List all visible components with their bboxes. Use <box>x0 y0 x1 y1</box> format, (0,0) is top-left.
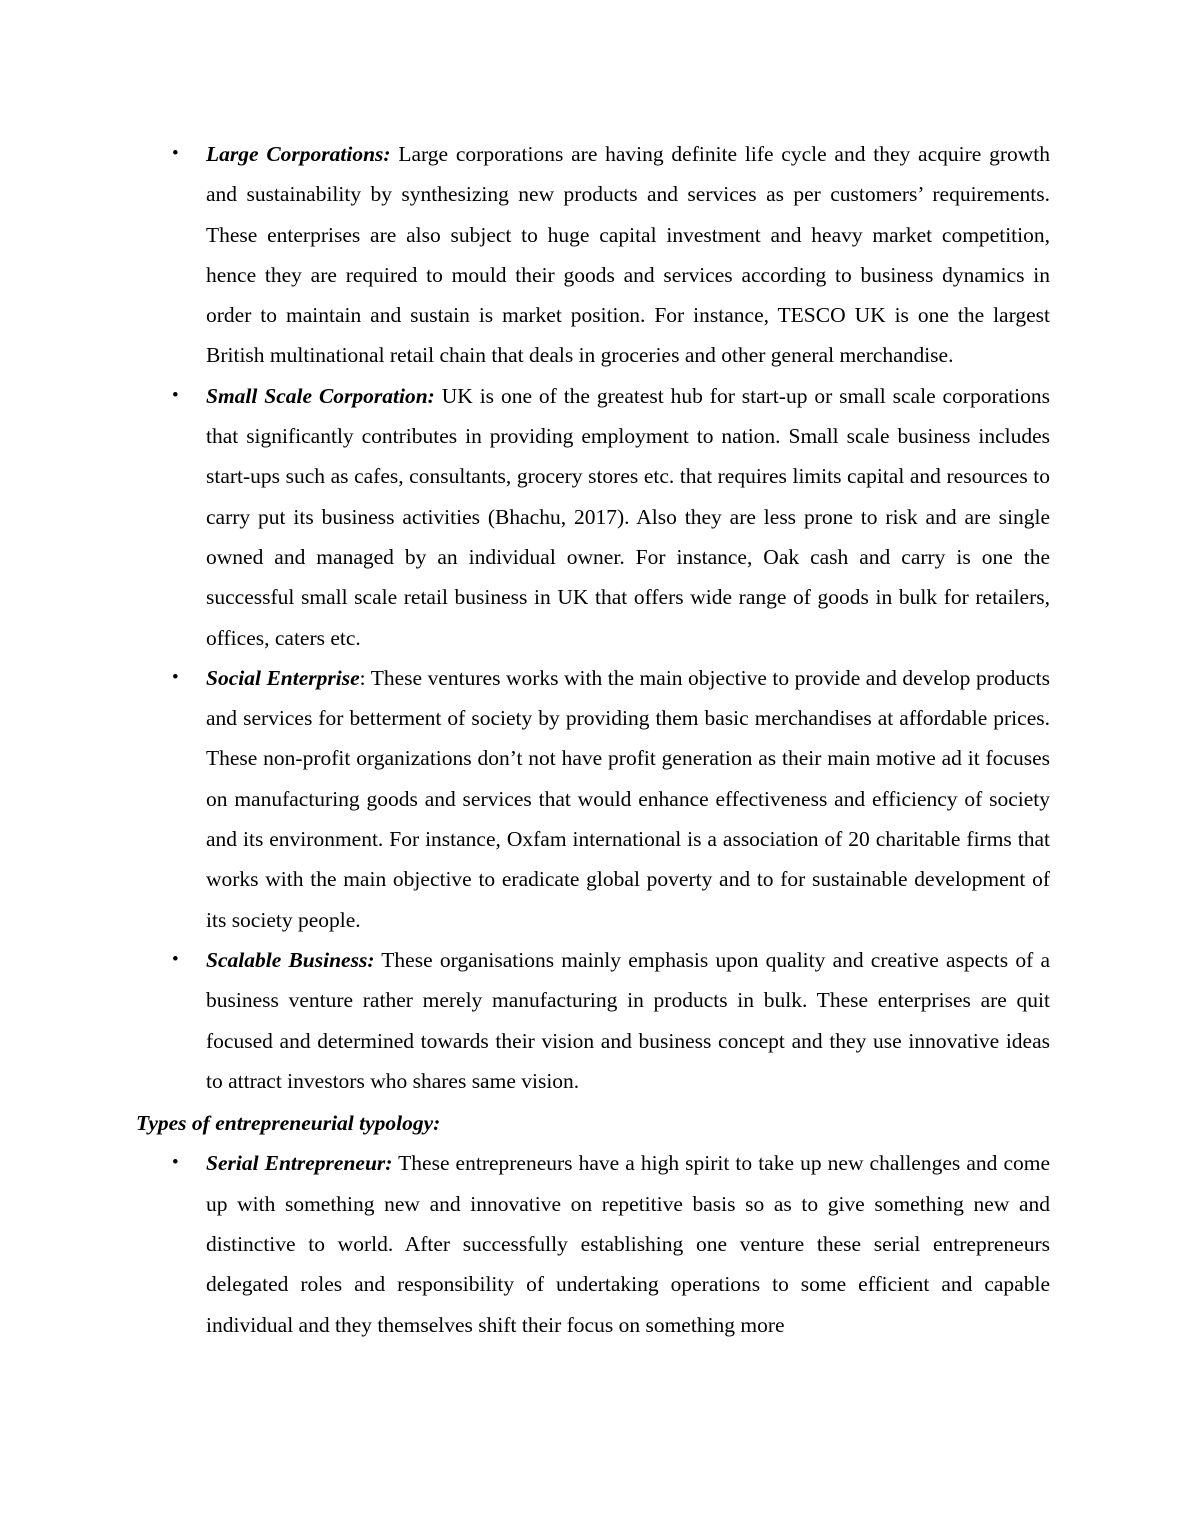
list-item-term: Serial Entrepreneur: <box>206 1151 393 1176</box>
list-item <box>136 376 1050 658</box>
list-item <box>136 134 1050 376</box>
list-item-paragraph <box>206 376 1050 658</box>
entrepreneur-typology-list <box>136 1143 1050 1344</box>
bullet-icon: • <box>172 384 179 406</box>
bullet-icon: • <box>172 1152 179 1174</box>
bullet-icon: • <box>172 143 179 164</box>
list-item <box>136 1143 1050 1344</box>
list-item-paragraph <box>206 134 1050 376</box>
list-item-text: : These ventures works with the main objective to provide and develop products and services for betterment of society by providing them basic merchandises at affordable prices. These non-profit organizations don’t not have profit generation as their main motive ad it focuses on manufacturing goods and services that would enhance effectiveness and efficiency of society and its environment. For instance, Oxfam international is a association of 20 charitable firms that works with the main objective to eradicate global poverty and to for sustainable development of its society people. <box>206 665 1050 932</box>
bullet-icon: • <box>172 666 179 688</box>
list-item-paragraph <box>206 658 1050 940</box>
list-item-term: Scalable Business: <box>206 947 375 972</box>
list-item-text: UK is one of the greatest hub for start-up or small scale corporations that significantly contributes in providing employment to nation. Small scale business includes start-ups such as cafes, consultants, grocery stores etc. that requires limits capital and resources to carry put its business activities (Bhachu, 2017). Also they are less prone to risk and are single owned and managed by an individual owner. For instance, Oak cash and carry is one the successful small scale retail business in UK that offers wide range of goods in bulk for retailers, offices, caters etc. <box>206 383 1050 650</box>
list-item <box>136 940 1050 1101</box>
section-heading: Types of entrepreneurial typology: <box>136 1111 441 1136</box>
list-item-paragraph <box>206 1143 1050 1344</box>
page-content <box>136 134 1050 1345</box>
list-item-text: Large corporations are having definite life cycle and they acquire growth and sustainability by synthesizing new products and services as per customers’ requirements. These enterprises are also subject to huge capital investment and heavy market competition, hence they are required to mould their goods and services according to business dynamics in order to maintain and sustain is market position. For instance, TESCO UK is one the largest British multinational retail chain that deals in groceries and other general merchandise. <box>206 142 1050 368</box>
enterprise-types-list <box>136 134 1050 1101</box>
list-item-text: These entrepreneurs have a high spirit to take up new challenges and come up with something new and innovative on repetitive basis so as to give something new and distinctive to world. After successfully establishing one venture these serial entrepreneurs delegated roles and responsibility of undertaking operations to some efficient and capable individual and they themselves shift their focus on something more <box>206 1151 1050 1337</box>
bullet-icon: • <box>172 948 179 970</box>
list-item-paragraph <box>206 940 1050 1101</box>
list-item-term: Large Corporations: <box>206 142 391 166</box>
list-item-text: These organisations mainly emphasis upon quality and creative aspects of a business venture rather merely manufacturing in products in bulk. These enterprises are quit focused and determined towards their vision and business concept and they use innovative ideas to attract investors who shares same vision. <box>206 947 1050 1093</box>
list-item <box>136 658 1050 940</box>
list-item-term: Small Scale Corporation: <box>206 383 435 408</box>
list-item-term: Social Enterprise <box>206 665 360 690</box>
